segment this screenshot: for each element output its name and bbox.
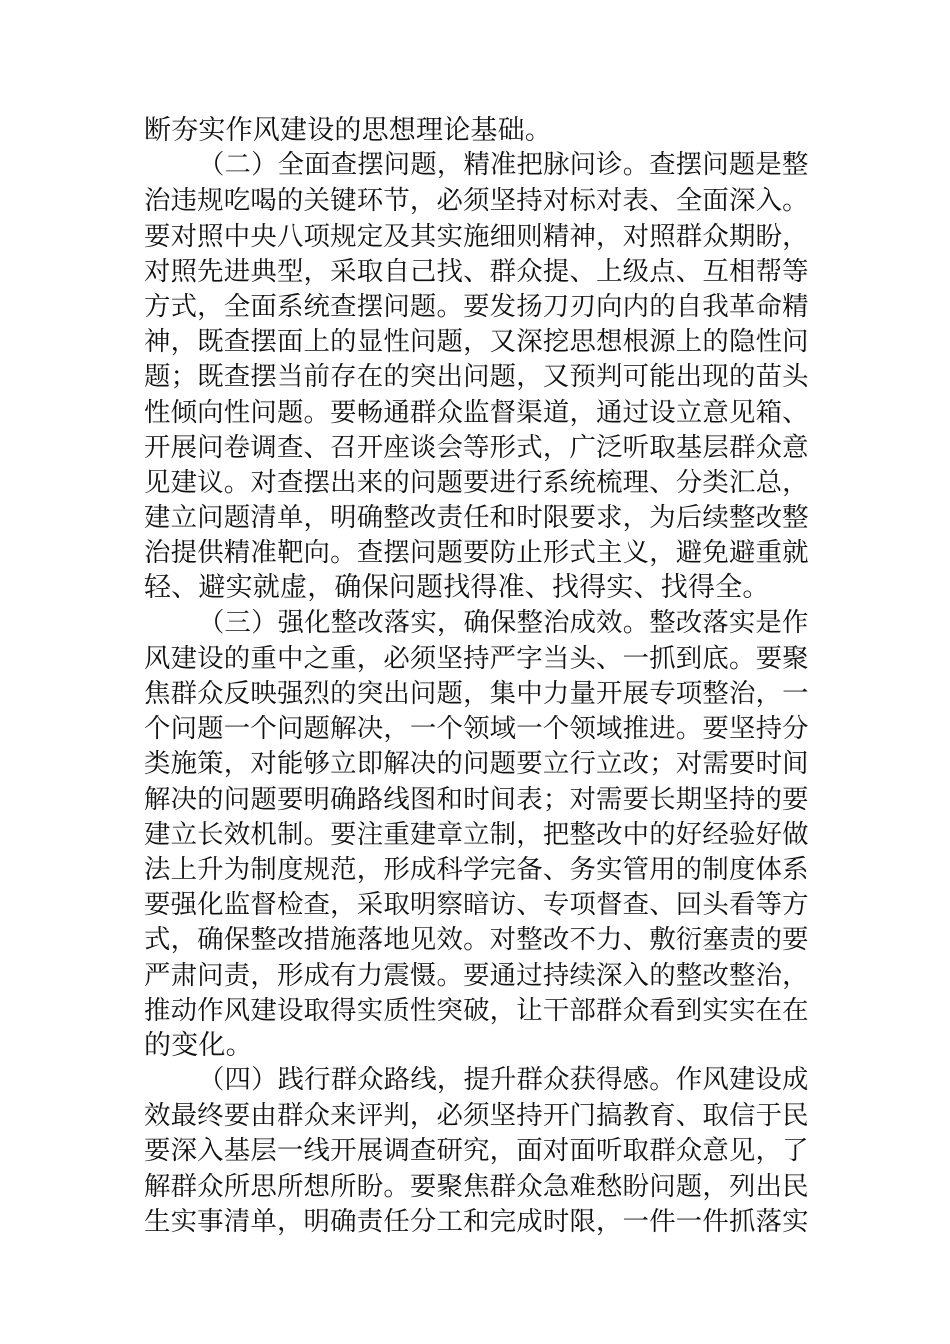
text-line: 个问题一个问题解决，一个领域一个领域推进。要坚持分 — [144, 713, 809, 745]
paragraph-start-line: （四）践行群众路线，提升群众获得感。作风建设成 — [198, 1065, 809, 1096]
text-line: 建立问题清单，明确整改责任和时限要求，为后续整改整 — [144, 502, 809, 534]
text-line: 的变化。 — [144, 1029, 253, 1061]
text-line: 题；既查摆当前存在的突出问题，又预判可能出现的苗头 — [144, 361, 809, 393]
paragraph-start-line: （二）全面查摆问题，精准把脉问诊。查摆问题是整 — [198, 150, 809, 181]
text-line: 方式，全面系统查摆问题。要发扬刀刃向内的自我革命精 — [144, 290, 809, 322]
text-line: 断夯实作风建设的思想理论基础。 — [144, 115, 552, 146]
text-line: 严肃问责，形成有力震慑。要通过持续深入的整改整治， — [144, 959, 809, 991]
text-line: 见建议。对查摆出来的问题要进行系统梳理、分类汇总， — [144, 466, 809, 498]
text-line: 法上升为制度规范，形成科学完备、务实管用的制度体系 — [144, 853, 809, 885]
text-line: 要强化监督检查，采取明察暗访、专项督查、回头看等方 — [144, 889, 809, 921]
text-line: 建立长效机制。要注重建章立制，把整改中的好经验好做 — [144, 818, 809, 850]
text-line: 推动作风建设取得实质性突破，让干部群众看到实实在在 — [144, 994, 809, 1026]
text-line: 式，确保整改措施落地见效。对整改不力、敷衍塞责的要 — [144, 924, 809, 956]
text-line: 要对照中央八项规定及其实施细则精神，对照群众期盼， — [144, 220, 809, 252]
text-line: 焦群众反映强烈的突出问题，集中力量开展专项整治，一 — [144, 678, 809, 709]
text-line: 神，既查摆面上的显性问题，又深挖思想根源上的隐性问 — [144, 326, 809, 358]
text-line: 开展问卷调查、召开座谈会等形式，广泛听取基层群众意 — [144, 431, 809, 463]
text-line: 治提供精准靶向。查摆问题要防止形式主义，避免避重就 — [144, 537, 809, 569]
text-line: 治违规吃喝的关键环节，必须坚持对标对表、全面深入。 — [144, 185, 809, 217]
text-line: 要深入基层一线开展调查研究，面对面听取群众意见，了 — [144, 1135, 809, 1167]
text-line: 对照先进典型，采取自己找、群众提、上级点、互相帮等 — [144, 255, 809, 287]
paragraph-start-line: （三）强化整改落实，确保整治成效。整改落实是作 — [198, 607, 809, 638]
text-line: 效最终要由群众来评判，必须坚持开门搞教育、取信于民 — [144, 1100, 809, 1132]
text-line: 风建设的重中之重，必须坚持严字当头、一抓到底。要聚 — [144, 642, 809, 674]
text-line: 生实事清单，明确责任分工和完成时限，一件一件抓落实 — [144, 1205, 809, 1237]
text-line: 解决的问题要明确路线图和时间表；对需要长期坚持的要 — [144, 783, 809, 815]
text-line: 解群众所思所想所盼。要聚焦群众急难愁盼问题，列出民 — [144, 1170, 809, 1202]
document-body — [144, 113, 809, 1239]
text-line: 类施策，对能够立即解决的问题要立行立改；对需要时间 — [144, 748, 809, 780]
text-line: 轻、避实就虚，确保问题找得准、找得实、找得全。 — [144, 572, 770, 604]
text-line: 性倾向性问题。要畅通群众监督渠道，通过设立意见箱、 — [144, 396, 809, 428]
